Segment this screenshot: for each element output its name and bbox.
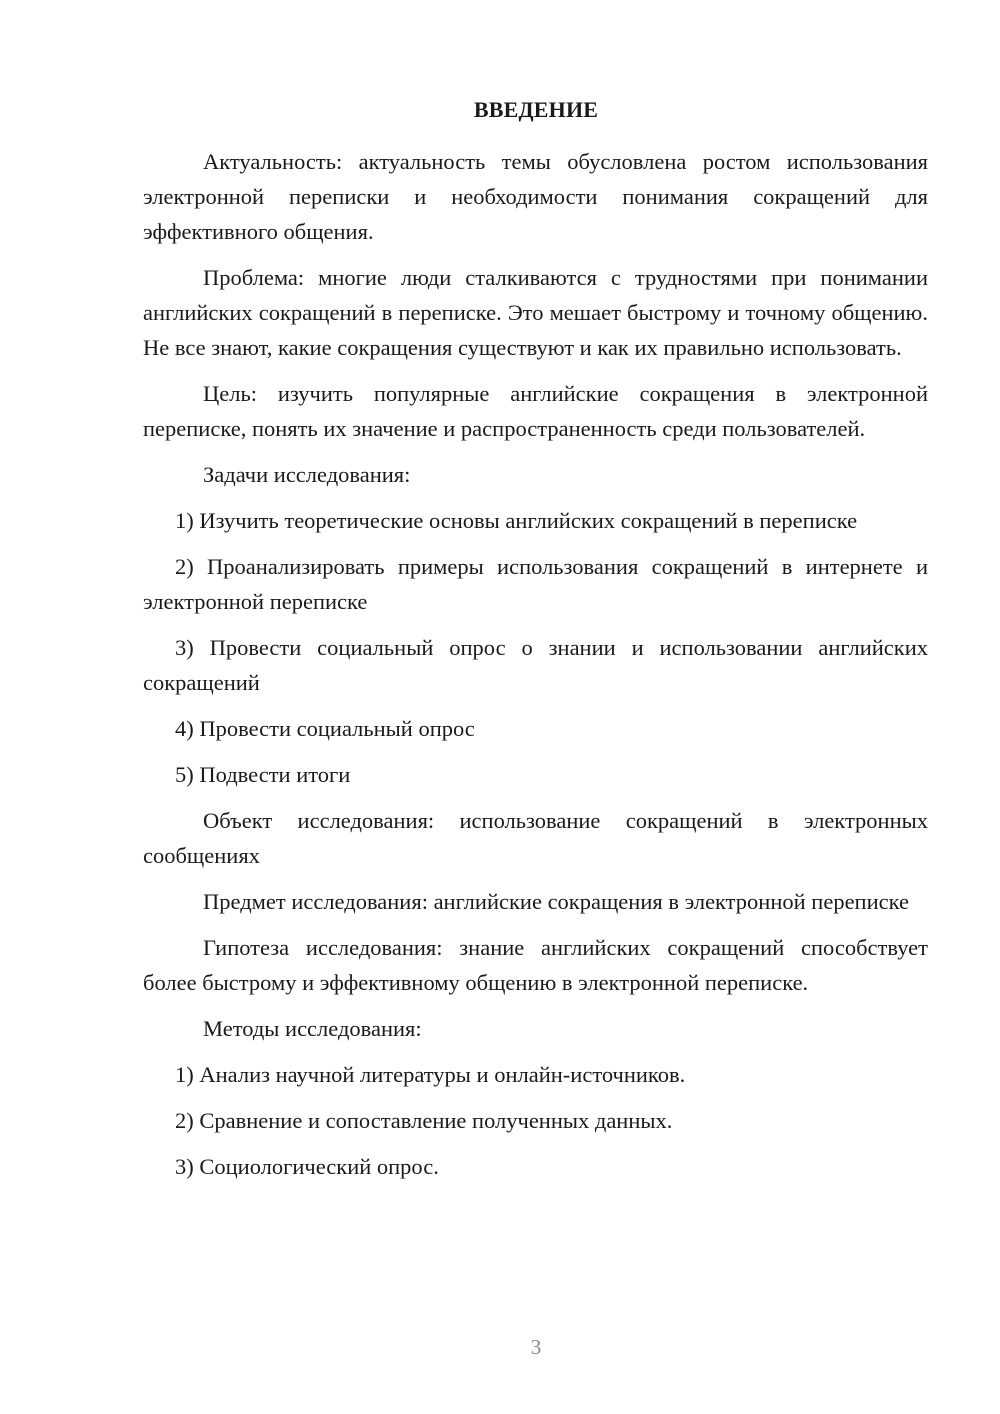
task-item: 1) Изучить теоретические основы английских сокращений в переписке (175, 508, 858, 533)
task-item: 2) Проанализировать примеры использования сокращений в интернете и электронной переписке (143, 554, 928, 614)
method-item: 3) Социологический опрос. (175, 1154, 439, 1179)
paragraph-object: Объект исследования: использование сокращений в электронных сообщениях (143, 808, 928, 868)
task-item: 4) Провести социальный опрос (175, 716, 475, 741)
paragraph-subject: Предмет исследования: английские сокращения в электронной переписке (203, 889, 909, 914)
task-item: 5) Подвести итоги (175, 762, 351, 787)
method-item: 1) Анализ научной литературы и онлайн-источников. (175, 1062, 686, 1087)
page-number: 3 (530, 1335, 542, 1359)
paragraph-goal: Цель: изучить популярные английские сокращения в электронной переписке, понять их значение и распространенность среди пользователей. (143, 381, 928, 441)
methods-heading: Методы исследования: (203, 1016, 422, 1041)
tasks-heading: Задачи исследования: (203, 462, 411, 487)
method-item: 2) Сравнение и сопоставление полученных данных. (175, 1108, 673, 1133)
paragraph-relevance: Актуальность: актуальность темы обусловлена ростом использования электронной переписки и необходимости понимания сокращений для эффективного общения. (143, 149, 928, 244)
document-body (143, 144, 928, 1195)
paragraph-problem: Проблема: многие люди сталкиваются с трудностями при понимании английских сокращений в переписке. Это мешает быстрому и точному общению. Не все знают, какие сокращения существуют и как их правильно использовать. (143, 265, 928, 360)
task-item: 3) Провести социальный опрос о знании и использовании английских сокращений (143, 635, 928, 695)
paragraph-hypothesis: Гипотеза исследования: знание английских сокращений способствует более быстрому и эффективному общению в электронной переписке. (143, 935, 928, 995)
section-title: ВВЕДЕНИЕ (473, 97, 599, 122)
